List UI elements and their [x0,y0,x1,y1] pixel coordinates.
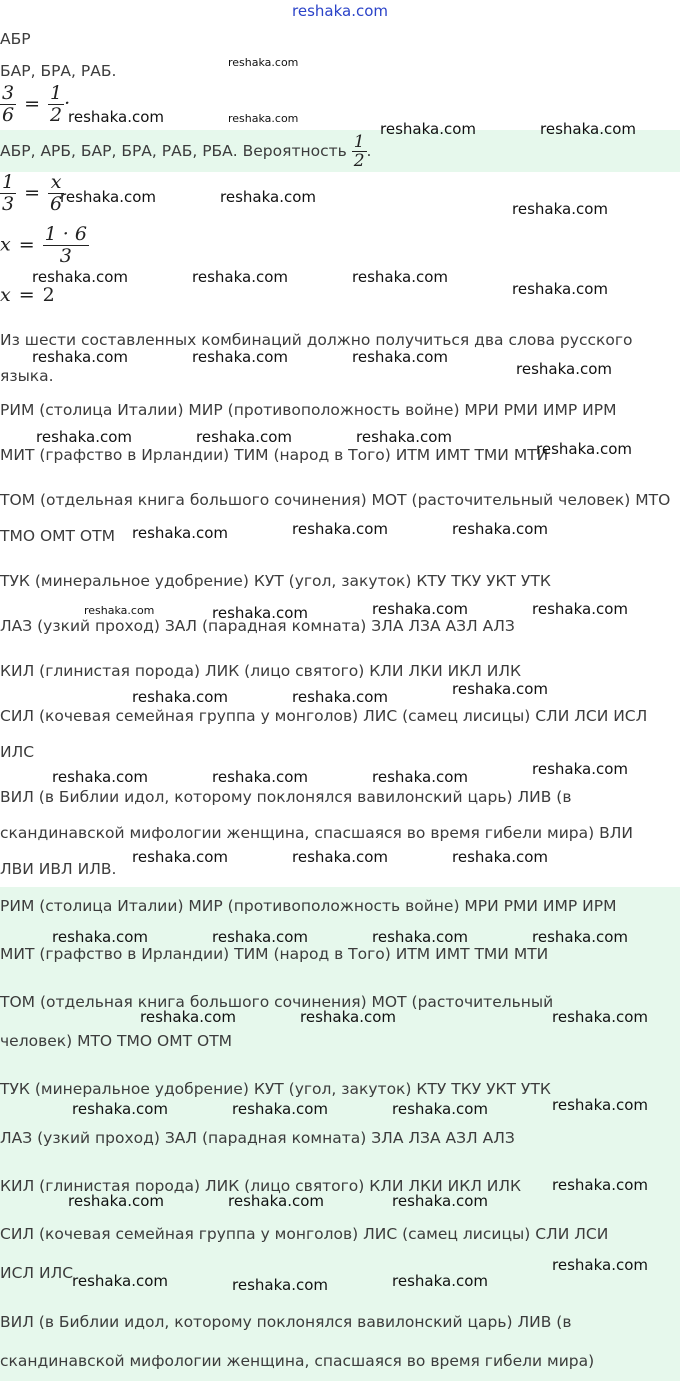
dot-sign: · [64,92,71,115]
equation-fraction [0,83,70,126]
watermark: reshaka.com [220,188,316,206]
text-line-10: ВИЛ (в Библии идол, которому поклонялся вавилонский царь) ЛИВ (в [0,788,572,806]
watermark: reshaka.com [380,120,476,138]
equals-sign: = [18,233,35,256]
all-words-label: АБР, АРБ, БАР, БРА, РАБ, РБА. Вероятность [0,142,347,160]
watermark: reshaka.com [516,360,612,378]
text-line-4: ТМО ОМТ ОТМ [0,527,115,545]
watermark: reshaka.com [132,688,228,706]
watermark: reshaka.com [552,1008,648,1026]
watermark: reshaka.com [392,1272,488,1290]
answer-line-4: человек) МТО ТМО ОМТ ОТМ [0,1032,233,1050]
result-value: 2 [42,284,55,306]
watermark: reshaka.com [452,848,548,866]
equals-sign: = [24,92,41,115]
watermark: reshaka.com [140,1008,236,1026]
watermark: reshaka.com [292,520,388,538]
watermark: reshaka.com [72,1272,168,1290]
watermark: reshaka.com [372,768,468,786]
equals-sign: = [18,284,35,306]
numerator: 1 · 6 [44,223,87,245]
watermark: reshaka.com [232,1276,328,1294]
site-title[interactable]: reshaka.com [292,2,388,20]
text-line-9: ИЛС [0,743,35,761]
watermark: reshaka.com [52,768,148,786]
text-line-7: КИЛ (глинистая порода) ЛИК (лицо святого) КЛИ ЛКИ ИКЛ ИЛК [0,662,522,680]
variable-x: x [0,284,11,306]
watermark: reshaka.com [532,600,628,618]
watermark: reshaka.com [536,440,632,458]
watermark: reshaka.com [292,848,388,866]
watermark: reshaka.com [292,688,388,706]
watermark: reshaka.com [452,680,548,698]
answer-line-9: ИСЛ ИЛС [0,1264,74,1282]
watermark: reshaka.com [228,1192,324,1210]
watermark: reshaka.com [452,520,548,538]
watermark: reshaka.com [512,200,608,218]
watermark: reshaka.com [32,348,128,366]
equals-sign: = [24,181,41,204]
watermark: reshaka.com [52,928,148,946]
text-line-2: МИТ (графство в Ирландии) ТИМ (народ в Того) ИТМ ИМТ ТМИ МТИ [0,446,549,464]
denominator: 3 [2,193,15,215]
watermark: reshaka.com [300,1008,396,1026]
text-line-3: ТОМ (отдельная книга большого сочинения) МОТ (расточительный человек) МТО [0,491,671,509]
watermark: reshaka.com [132,524,228,542]
watermark: reshaka.com [192,348,288,366]
watermark: reshaka.com [532,928,628,946]
answer-line-1: РИМ (столица Италии) МИР (противоположность войне) МРИ РМИ ИМР ИРМ [0,897,617,915]
watermark: reshaka.com [512,280,608,298]
equation-x [0,224,89,267]
text-all-words [0,130,371,172]
text-line-5: ТУК (минеральное удобрение) КУТ (угол, закуток) КТУ ТКУ УКТ УТК [0,572,551,590]
watermark: reshaka.com [68,1192,164,1210]
answer-line-6: ЛАЗ (узкий проход) ЗАЛ (парадная комната) ЗЛА ЛЗА АЗЛ АЛЗ [0,1129,515,1147]
watermark: reshaka.com [212,768,308,786]
answer-line-5: ТУК (минеральное удобрение) КУТ (угол, закуток) КТУ ТКУ УКТ УТК [0,1080,551,1098]
denominator: 2 [353,151,365,171]
numerator: 3 [2,82,15,104]
watermark: reshaka.com [68,108,164,126]
denominator: 2 [50,104,63,126]
watermark: reshaka.com [192,268,288,286]
watermark: reshaka.com [60,188,156,206]
variable-x: x [0,233,11,256]
equation-proportion [0,172,64,215]
numerator: 1 [50,82,63,104]
watermark: reshaka.com [392,1192,488,1210]
probability-fraction [352,133,367,170]
watermark: reshaka.com [552,1176,648,1194]
watermark: reshaka.com [212,604,308,622]
text-line-1: РИМ (столица Италии) МИР (противоположность войне) МРИ РМИ ИМР ИРМ [0,401,617,419]
watermark: reshaka.com [132,848,228,866]
text-conclusion: Из шести составленных комбинаций должно получиться два слова русского [0,331,633,349]
answer-line-8: СИЛ (кочевая семейная группа у монголов) ЛИС (самец лисицы) СЛИ ЛСИ [0,1225,609,1243]
answer-line-11: скандинавской мифологии женщина, спасшаяся во время гибели мира) [0,1352,595,1370]
watermark: reshaka.com [352,348,448,366]
text-conclusion-2: языка. [0,367,54,385]
watermark: reshaka.com [552,1096,648,1114]
watermark: reshaka.com [540,120,636,138]
watermark: reshaka.com [84,604,155,617]
watermark: reshaka.com [552,1256,648,1274]
watermark: reshaka.com [372,928,468,946]
text-abr: АБР [0,30,31,48]
watermark: reshaka.com [212,928,308,946]
text-line-12: ЛВИ ИВЛ ИЛВ. [0,860,117,878]
watermark: reshaka.com [352,268,448,286]
answer-line-10: ВИЛ (в Библии идол, которому поклонялся вавилонский царь) ЛИВ (в [0,1313,572,1331]
equation-result [0,284,55,306]
numerator: 1 [2,171,15,193]
answer-line-7: КИЛ (глинистая порода) ЛИК (лицо святого) КЛИ ЛКИ ИКЛ ИЛК [0,1177,522,1195]
numerator: 1 [353,132,365,152]
watermark: reshaka.com [32,268,128,286]
denominator: 6 [2,104,15,126]
text-line-6: ЛАЗ (узкий проход) ЗАЛ (парадная комната) ЗЛА ЛЗА АЗЛ АЛЗ [0,617,515,635]
denominator: 3 [59,245,72,267]
watermark: reshaka.com [72,1100,168,1118]
denominator: 6 [50,193,63,215]
watermark: reshaka.com [228,56,299,69]
watermark: reshaka.com [356,428,452,446]
text-line-11: скандинавской мифологии женщина, спасшаяся во время гибели мира) ВЛИ [0,824,633,842]
watermark: reshaka.com [372,600,468,618]
watermark: reshaka.com [532,760,628,778]
numerator: x [48,172,64,194]
text-line-8: СИЛ (кочевая семейная группа у монголов) ЛИС (самец лисицы) СЛИ ЛСИ ИСЛ [0,707,648,725]
watermark: reshaka.com [232,1100,328,1118]
watermark: reshaka.com [196,428,292,446]
text-bar-list: БАР, БРА, РАБ. [0,62,117,80]
period: . [366,142,372,160]
watermark: reshaka.com [392,1100,488,1118]
answer-line-3: ТОМ (отдельная книга большого сочинения) МОТ (расточительный [0,993,554,1011]
watermark: reshaka.com [228,112,299,125]
watermark: reshaka.com [36,428,132,446]
answer-line-2: МИТ (графство в Ирландии) ТИМ (народ в Того) ИТМ ИМТ ТМИ МТИ [0,945,549,963]
